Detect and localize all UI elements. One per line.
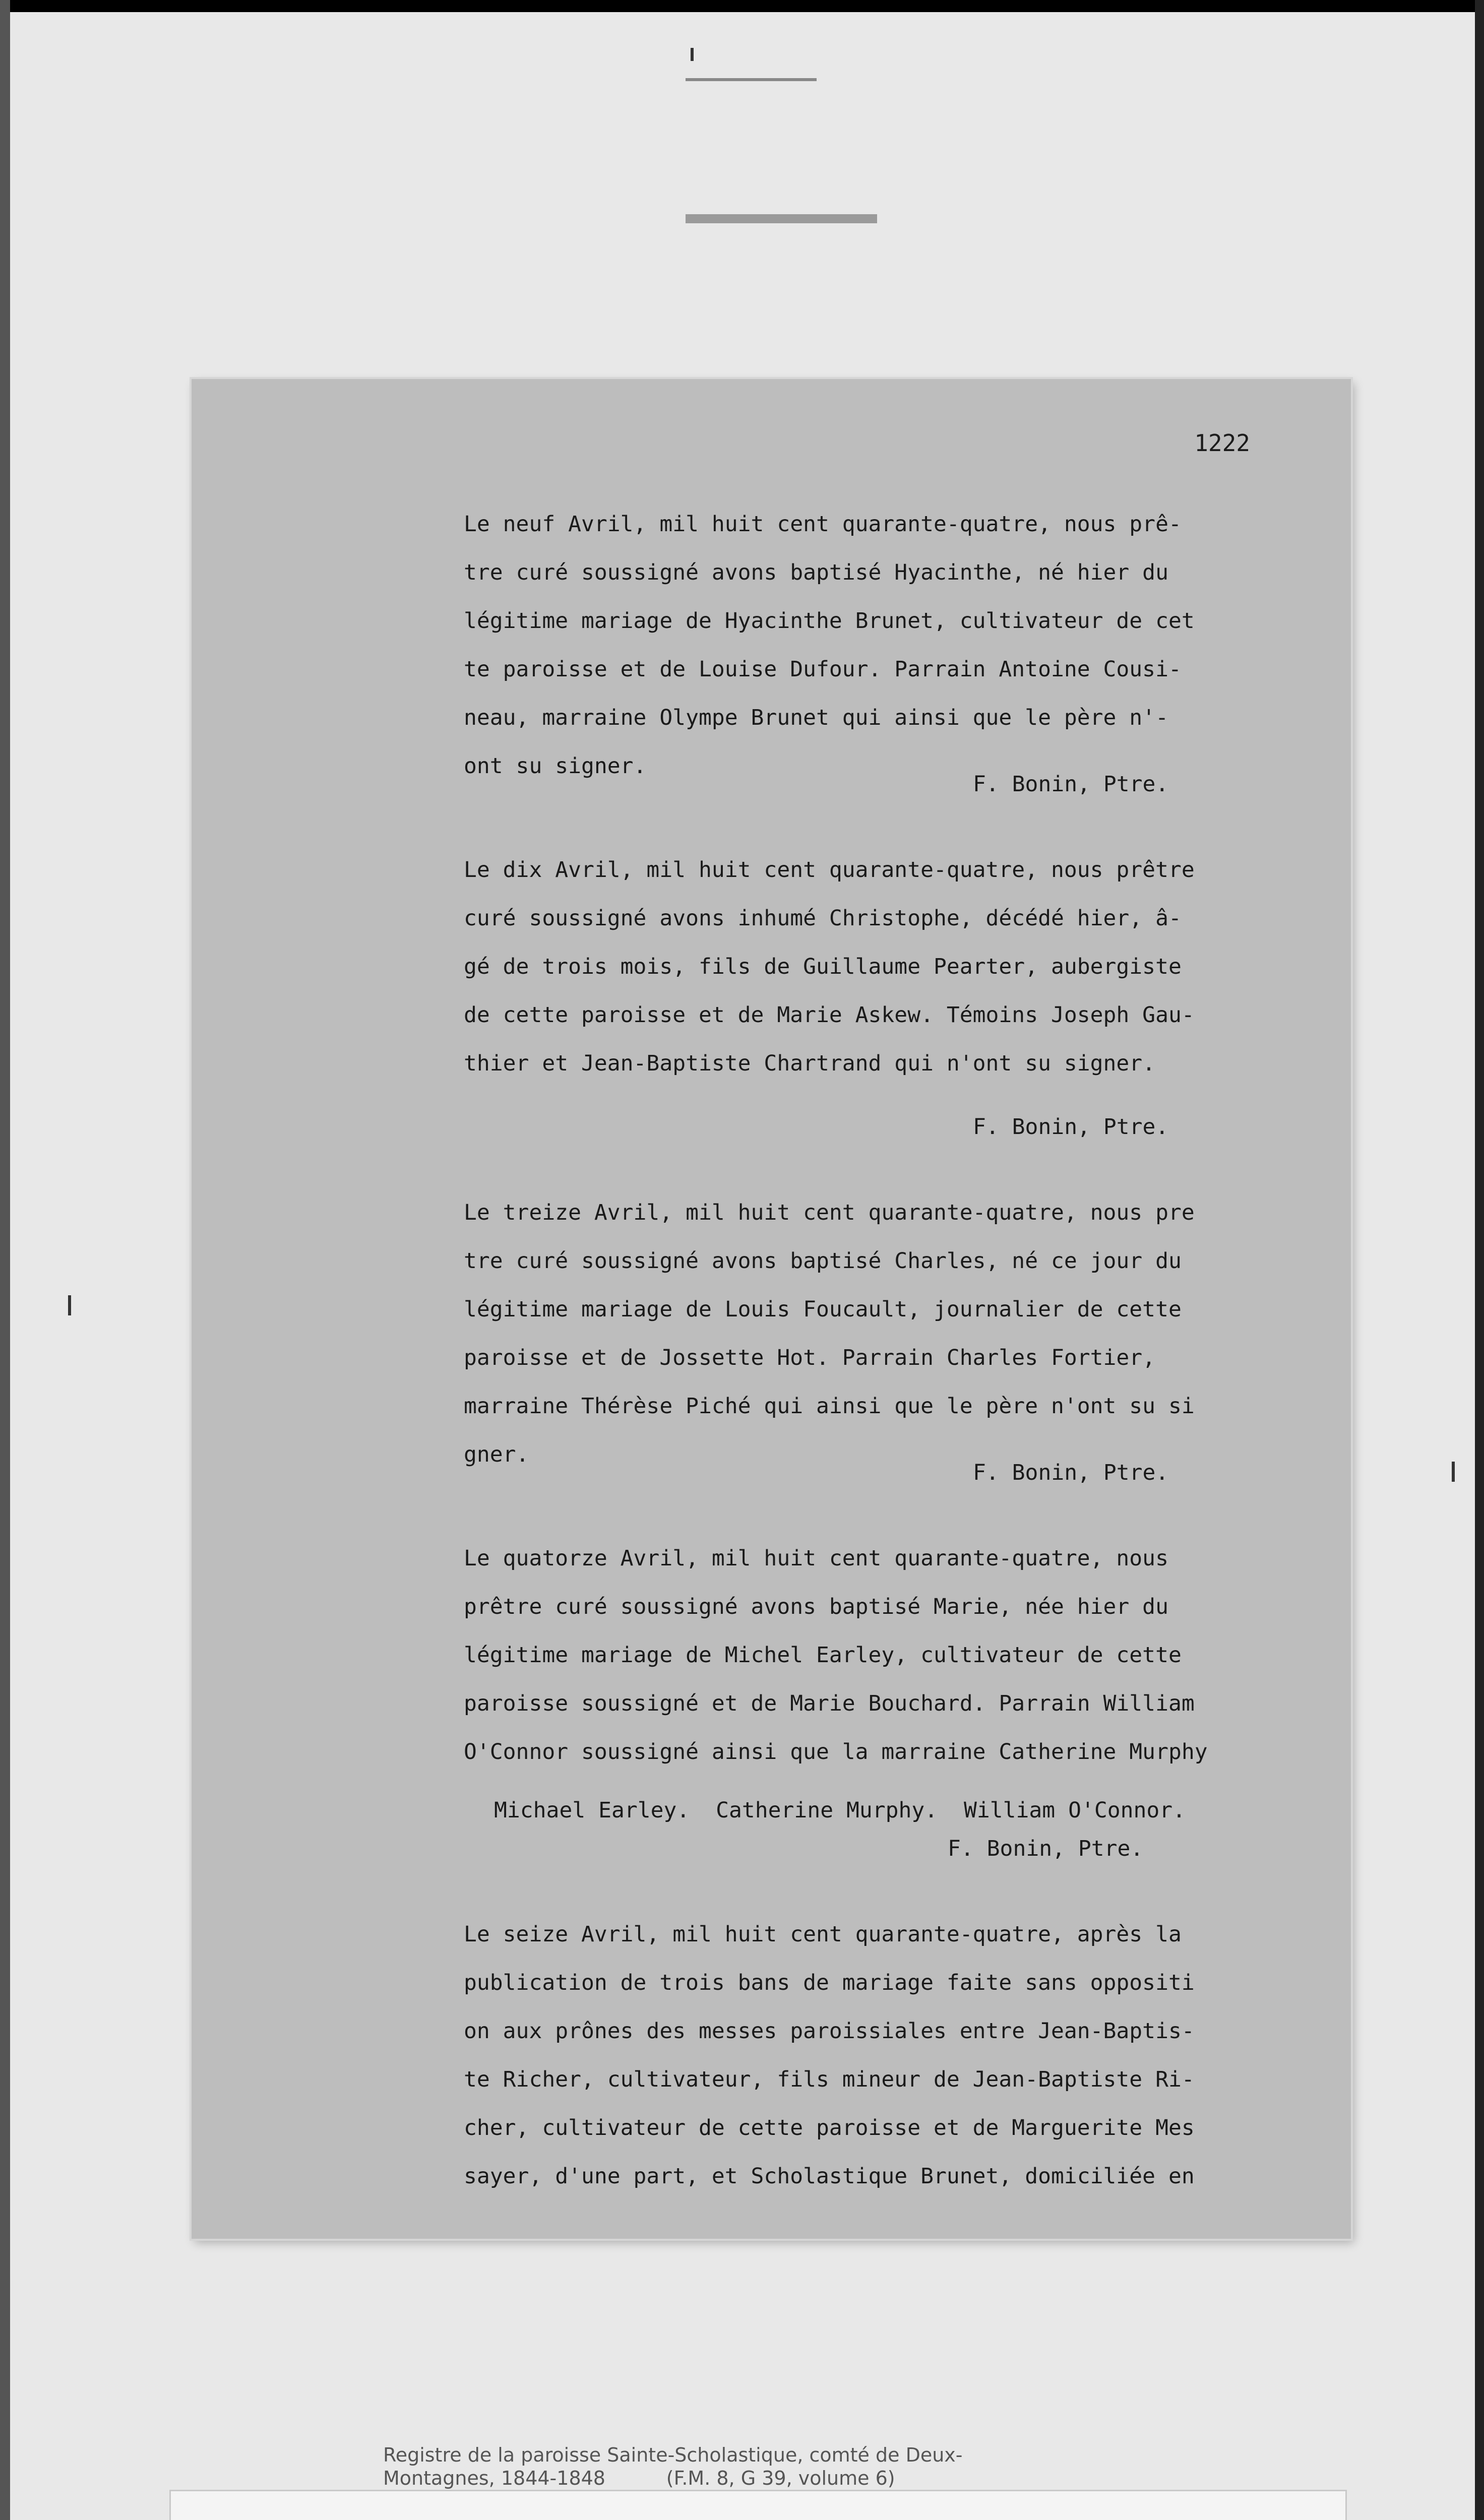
archives-label [169, 2490, 1347, 2520]
caption-line: Montagnes, 1844-1848 (F.M. 8, G 39, volume 6) [383, 2467, 895, 2489]
text-line: thier et Jean-Baptiste Chartrand qui n'ont su signer. [464, 1051, 1156, 1076]
text-line: cher, cultivateur de cette paroisse et de Marguerite Mes [464, 2115, 1195, 2140]
priest-signature: F. Bonin, Ptre. [973, 772, 1169, 797]
page-number: 1222 [1194, 429, 1250, 457]
text-line: te Richer, cultivateur, fils mineur de Jean-Baptiste Ri- [464, 2067, 1195, 2092]
register-entry [464, 1534, 1311, 1873]
text-line: neau, marraine Olympe Brunet qui ainsi que le père n'- [464, 705, 1168, 730]
text-line: Le seize Avril, mil huit cent quarante-quatre, après la [464, 1922, 1182, 1947]
text-line: te paroisse et de Louise Dufour. Parrain Antoine Cousi- [464, 657, 1182, 682]
text-line: légitime mariage de Louis Foucault, journalier de cette [464, 1297, 1182, 1322]
text-line: gé de trois mois, fils de Guillaume Pearter, aubergiste [464, 954, 1182, 979]
text-line: sayer, d'une part, et Scholastique Brunet, domiciliée en [464, 2164, 1195, 2189]
text-line: paroisse soussigné et de Marie Bouchard. Parrain William [464, 1691, 1195, 1716]
text-line: Le quatorze Avril, mil huit cent quarante-quatre, nous [464, 1546, 1168, 1571]
register-entry [464, 1188, 1311, 1497]
text-line: prêtre curé soussigné avons baptisé Marie, née hier du [464, 1594, 1168, 1619]
film-scratch [68, 1295, 71, 1315]
text-line: gner. [464, 1442, 529, 1467]
register-entry [464, 1910, 1311, 2200]
film-scratch [691, 48, 694, 61]
text-line: Le dix Avril, mil huit cent quarante-quatre, nous prêtre [464, 857, 1195, 883]
text-line: de cette paroisse et de Marie Askew. Témoins Joseph Gau- [464, 1002, 1195, 1028]
collection-caption [383, 2443, 1240, 2490]
text-line: Le neuf Avril, mil huit cent quarante-quatre, nous prê- [464, 512, 1182, 537]
text-line: paroisse et de Jossette Hot. Parrain Charles Fortier, [464, 1345, 1156, 1370]
text-line: tre curé soussigné avons baptisé Hyacinthe, né hier du [464, 560, 1168, 585]
text-line: légitime mariage de Michel Earley, cultivateur de cette [464, 1643, 1182, 1668]
film-scratch [686, 214, 877, 223]
priest-signature: F. Bonin, Ptre. [973, 1460, 1169, 1485]
register-entry [464, 500, 1311, 808]
witness-signatures: Michael Earley. Catherine Murphy. William O'Connor. [494, 1798, 1186, 1823]
text-line: tre curé soussigné avons baptisé Charles, né ce jour du [464, 1248, 1182, 1274]
text-line: on aux prônes des messes paroissiales entre Jean-Baptis- [464, 2019, 1195, 2044]
text-line: marraine Thérèse Piché qui ainsi que le père n'ont su si [464, 1394, 1195, 1419]
register-entry [464, 846, 1311, 1151]
register-page [192, 379, 1351, 2239]
text-line: ont su signer. [464, 753, 647, 779]
caption-line: Registre de la paroisse Sainte-Scholastique, comté de Deux- [383, 2444, 963, 2466]
text-line: Le treize Avril, mil huit cent quarante-quatre, nous pre [464, 1200, 1195, 1225]
text-line: O'Connor soussigné ainsi que la marraine Catherine Murphy [464, 1739, 1208, 1765]
register-text [464, 500, 1311, 2200]
priest-signature: F. Bonin, Ptre. [948, 1836, 1144, 1861]
text-line: légitime mariage de Hyacinthe Brunet, cultivateur de cet [464, 608, 1195, 634]
priest-signature: F. Bonin, Ptre. [973, 1114, 1169, 1140]
text-line: publication de trois bans de mariage faite sans oppositi [464, 1970, 1195, 1995]
film-scratch [686, 78, 817, 81]
text-line: curé soussigné avons inhumé Christophe, décédé hier, â- [464, 906, 1182, 931]
film-scratch [1452, 1462, 1455, 1482]
frame-left-edge [0, 0, 10, 2520]
